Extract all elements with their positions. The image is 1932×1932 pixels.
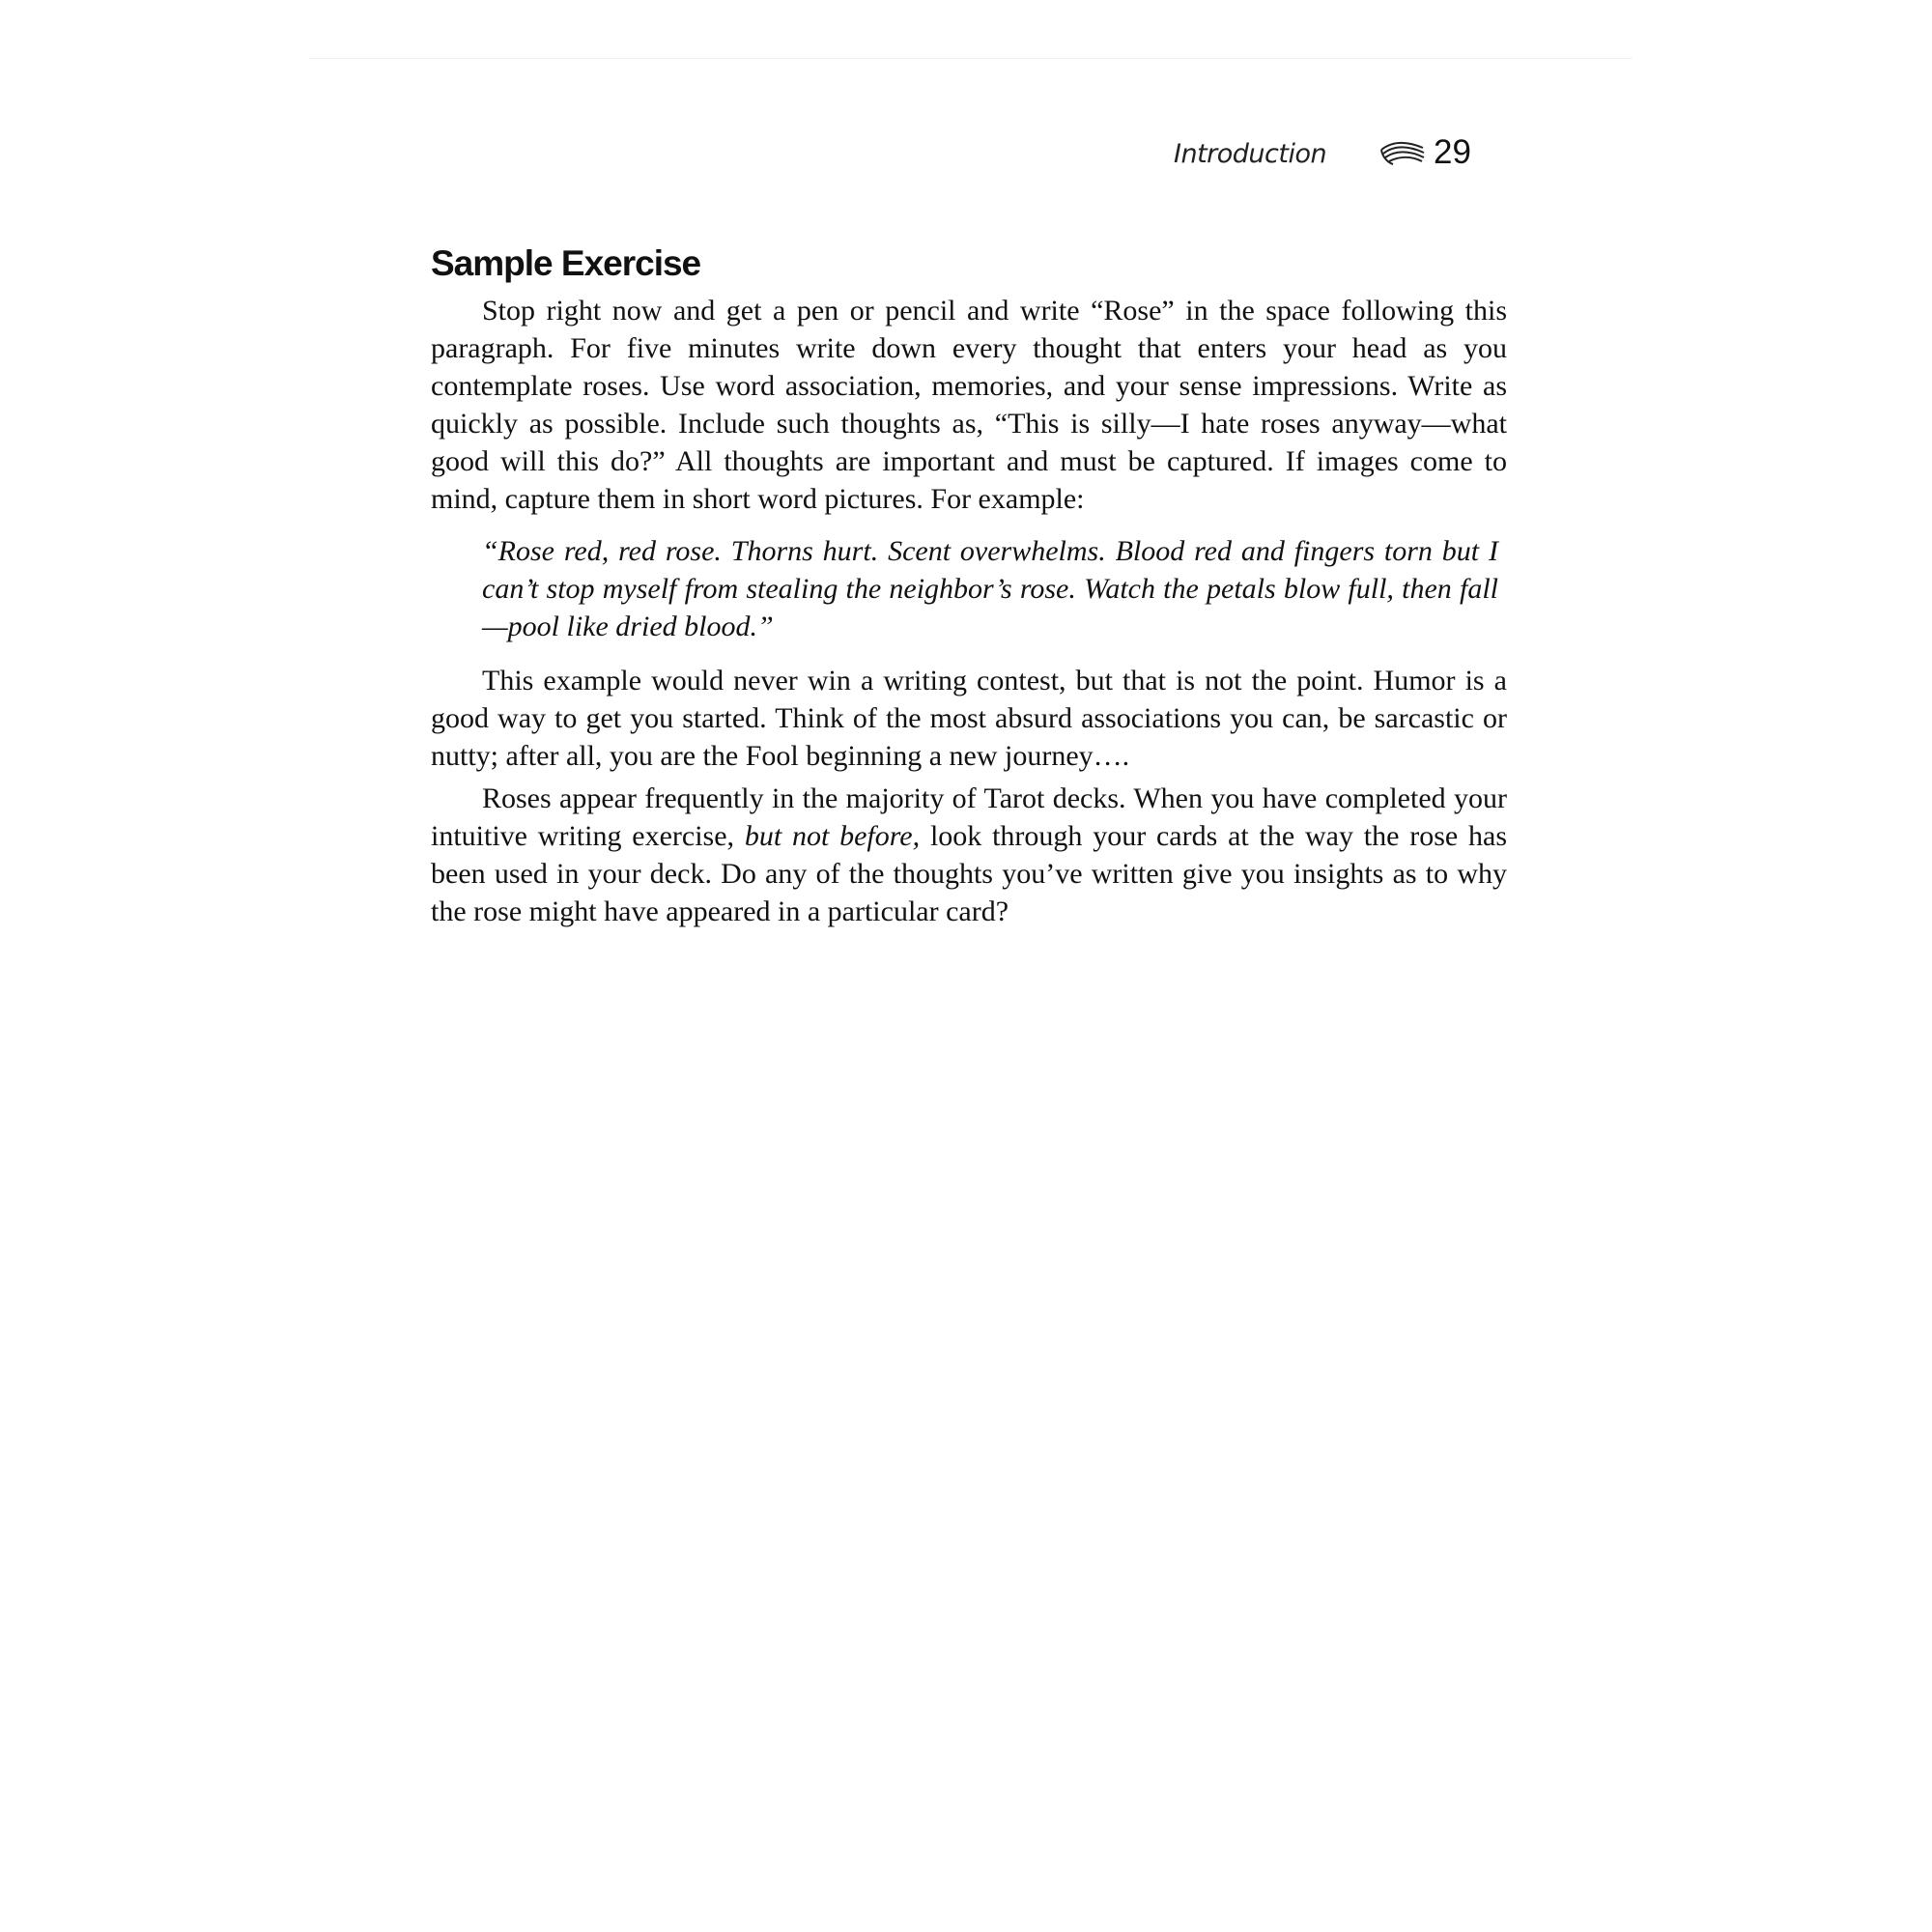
rose-ornament-icon bbox=[1379, 137, 1426, 170]
running-head-section: Introduction bbox=[1174, 139, 1327, 169]
body-paragraph-1: Stop right now and get a pen or pencil and write “Rose” in the space following this paragraph. For five minutes write down every thought that enters your head as you contemplate roses. Use word association, memories, and your sense impressions. Write as quickly as possible. Include such thoughts as, “This is silly—I hate roses anyway—what good will this do?” All thoughts are important and must be captured. If images come to mind, capture them in short word pictures. For example: bbox=[431, 295, 1507, 515]
page-number: 29 bbox=[1434, 133, 1471, 171]
paragraph-3-emphasis: but not before, bbox=[744, 820, 921, 852]
body-paragraph-2: This example would never win a writing contest, but that is not the point. Humor is a good way to get you started. Think of the most absurd associations you can, be sarcastic or nutty; after all, you are the Fool beginning a new journey…. bbox=[431, 665, 1507, 772]
page-content bbox=[431, 240, 1507, 930]
block-quote: “Rose red, red rose. Thorns hurt. Scent overwhelms. Blood red and fingers torn but I can’t stop myself from stealing the neighbor’s rose. Watch the petals blow full, then fall—pool like dried blood.” bbox=[482, 535, 1498, 642]
page-edge-rule bbox=[309, 58, 1633, 59]
paragraph-3-text-after: look through your cards at the way the rose has been used in your deck. Do any of the thoughts you’ve written give you insights as to why the rose might have appeared in a particular card? bbox=[431, 820, 1507, 927]
running-head bbox=[1111, 133, 1526, 178]
body-paragraph-3 bbox=[431, 780, 1507, 930]
section-heading: Sample Exercise bbox=[431, 243, 701, 283]
paragraph-3-text-before: Roses appear frequently in the majority of Tarot decks. When you have completed your intuitive writing exercise, bbox=[431, 782, 1507, 852]
